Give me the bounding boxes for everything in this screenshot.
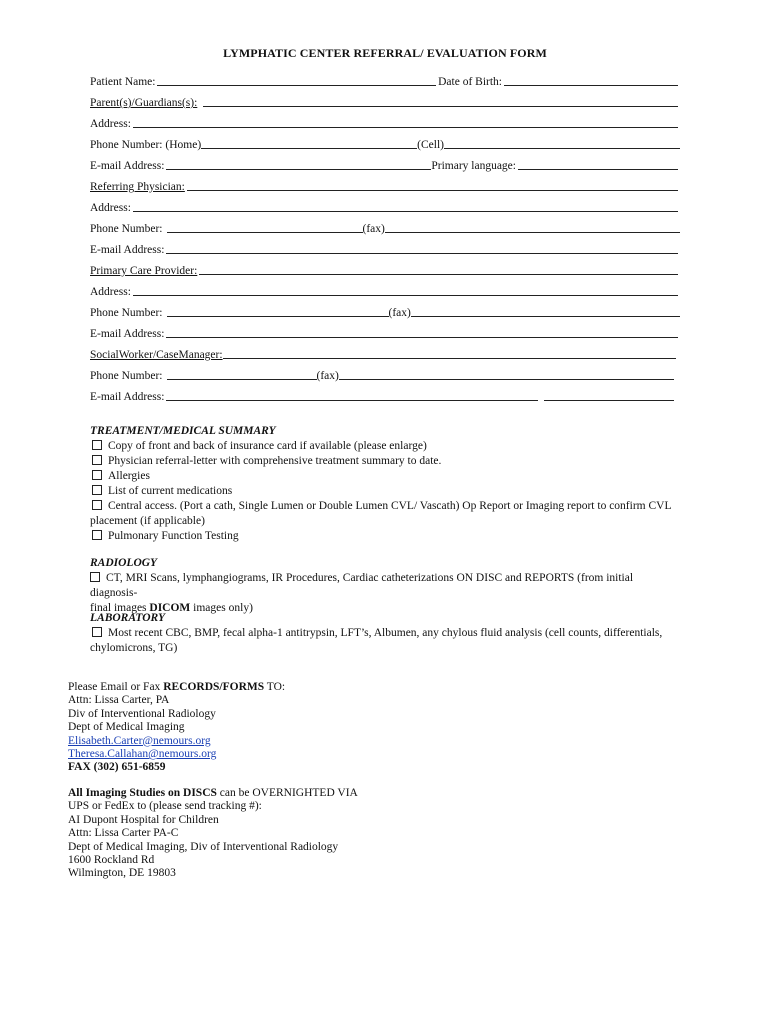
email-label: E-mail Address: xyxy=(90,244,165,256)
form-title: LYMPHATIC CENTER REFERRAL/ EVALUATION FORM xyxy=(223,46,547,60)
primary-care-field[interactable] xyxy=(199,262,678,275)
parents-row xyxy=(90,93,680,109)
email-row-2 xyxy=(90,240,680,256)
address-label: Address: xyxy=(90,286,131,298)
fax-number: FAX (302) 651-6859 xyxy=(68,761,166,774)
parents-label: Parent(s)/Guardians(s): xyxy=(90,97,198,109)
shipping-line: Wilmington, DE 19803 xyxy=(68,867,176,880)
send-records-block xyxy=(68,681,588,775)
fax-label: (fax) xyxy=(388,307,411,319)
phone-number-label: Phone Number: xyxy=(90,307,163,319)
patient-name-field[interactable] xyxy=(157,73,436,86)
email-row-4 xyxy=(90,387,680,403)
checkbox[interactable] xyxy=(92,440,102,450)
checklist-item: Most recent CBC, BMP, fecal alpha-1 antitrypsin, LFT’s, Albumen, any chylous fluid analysis (cell counts, differentials, xyxy=(90,626,680,641)
checklist-item: Central access. (Port a cath, Single Lumen or Double Lumen CVL/ Vascath) Op Report or Imaging report to confirm CVL xyxy=(90,499,680,514)
patient-name-row xyxy=(90,72,680,88)
checkbox[interactable] xyxy=(92,530,102,540)
shipping-line: UPS or FedEx to (please send tracking #): xyxy=(68,800,262,813)
email-field[interactable] xyxy=(166,388,538,401)
shipping-line: Dept of Medical Imaging, Div of Interventional Radiology xyxy=(68,840,339,853)
patient-name-label: Patient Name: xyxy=(90,76,156,88)
email-row-1 xyxy=(90,156,680,172)
email-row-3 xyxy=(90,324,680,340)
address-field[interactable] xyxy=(133,115,678,128)
email-link-2[interactable]: Theresa.Callahan@nemours.org xyxy=(68,748,217,761)
checkbox[interactable] xyxy=(92,470,102,480)
referring-physician-row xyxy=(90,177,680,193)
shipping-block xyxy=(68,787,588,881)
phone-number-label: Phone Number: xyxy=(90,223,163,235)
dob-label: Date of Birth: xyxy=(438,76,502,88)
referring-physician-field[interactable] xyxy=(187,178,678,191)
address-row-2 xyxy=(90,198,680,214)
treatment-section xyxy=(90,424,680,544)
email-label: E-mail Address: xyxy=(90,391,165,403)
checkbox[interactable] xyxy=(92,485,102,495)
address-label: Address: xyxy=(90,202,131,214)
address-field[interactable] xyxy=(133,199,678,212)
address-field[interactable] xyxy=(133,283,678,296)
radiology-title: RADIOLOGY xyxy=(90,557,158,569)
treatment-title: TREATMENT/MEDICAL SUMMARY xyxy=(90,425,276,437)
attn-line: Attn: Lissa Carter, PA xyxy=(68,694,170,707)
referring-physician-label: Referring Physician: xyxy=(90,181,185,193)
checklist-item: CT, MRI Scans, lymphangiograms, IR Procedures, Cardiac catheterizations ON DISC and REPORTS (from initial diagnosis- xyxy=(90,572,634,599)
division-line: Div of Interventional Radiology xyxy=(68,707,216,720)
email-field[interactable] xyxy=(166,325,678,338)
social-worker-field[interactable] xyxy=(223,346,676,359)
phone-number-field[interactable] xyxy=(167,367,317,380)
email-field[interactable] xyxy=(166,241,678,254)
checklist-item: List of current medications xyxy=(90,484,680,499)
checklist-item: Physician referral-letter with comprehensive treatment summary to date. xyxy=(90,454,680,469)
laboratory-section xyxy=(90,611,680,656)
dob-field[interactable] xyxy=(504,73,678,86)
phone-row-3 xyxy=(90,303,680,319)
address-label: Address: xyxy=(90,118,131,130)
email-label: E-mail Address: xyxy=(90,160,165,172)
parents-field[interactable] xyxy=(203,94,678,107)
primary-care-row xyxy=(90,261,680,277)
shipping-line: Attn: Lissa Carter PA-C xyxy=(68,827,179,840)
primary-language-label: Primary language: xyxy=(431,160,516,172)
address-row-1 xyxy=(90,114,680,130)
shipping-line: AI Dupont Hospital for Children xyxy=(68,813,219,826)
checklist-item-continuation: placement (if applicable) xyxy=(90,515,205,527)
department-line: Dept of Medical Imaging xyxy=(68,721,185,734)
fax-field[interactable] xyxy=(385,220,680,233)
phone-row-4 xyxy=(90,366,680,382)
email-label: E-mail Address: xyxy=(90,328,165,340)
laboratory-line-2: chylomicrons, TG) xyxy=(90,642,178,654)
checklist-item: Copy of front and back of insurance card if available (please enlarge) xyxy=(90,439,680,454)
cell-field[interactable] xyxy=(444,136,680,149)
checklist-item: Pulmonary Function Testing xyxy=(90,529,680,544)
address-row-3 xyxy=(90,282,680,298)
phone-number-field[interactable] xyxy=(167,220,363,233)
fax-label: (fax) xyxy=(316,370,339,382)
send-records-line: Please Email or Fax RECORDS/FORMS TO: xyxy=(68,681,286,693)
laboratory-title: LABORATORY xyxy=(90,612,165,624)
email-field-2[interactable] xyxy=(544,388,674,401)
phone-row-1 xyxy=(90,135,680,151)
fax-field[interactable] xyxy=(339,367,674,380)
phone-number-field[interactable] xyxy=(167,304,389,317)
primary-care-label: Primary Care Provider: xyxy=(90,265,198,277)
fax-field[interactable] xyxy=(411,304,680,317)
checkbox[interactable] xyxy=(92,455,102,465)
email-link-1[interactable]: Elisabeth.Carter@nemours.org xyxy=(68,734,211,747)
social-worker-row xyxy=(90,345,680,361)
fax-label: (fax) xyxy=(362,223,385,235)
checklist-item: Allergies xyxy=(90,469,680,484)
radiology-line-2: final images DICOM images only) xyxy=(90,602,253,614)
phone-row-2 xyxy=(90,219,680,235)
checkbox[interactable] xyxy=(92,627,102,637)
cell-label: (Cell) xyxy=(417,139,444,151)
phone-number-label: Phone Number: xyxy=(90,370,163,382)
shipping-line: All Imaging Studies on DISCS can be OVERNIGHTED VIA xyxy=(68,787,358,799)
checkbox[interactable] xyxy=(90,572,100,582)
primary-language-field[interactable] xyxy=(518,157,678,170)
phone-home-label: Phone Number: (Home) xyxy=(90,139,202,151)
checkbox[interactable] xyxy=(92,500,102,510)
social-worker-label: SocialWorker/CaseManager: xyxy=(90,349,223,361)
radiology-section xyxy=(90,556,680,616)
email-field[interactable] xyxy=(166,157,431,170)
phone-home-field[interactable] xyxy=(201,136,417,149)
shipping-line: 1600 Rockland Rd xyxy=(68,854,155,867)
